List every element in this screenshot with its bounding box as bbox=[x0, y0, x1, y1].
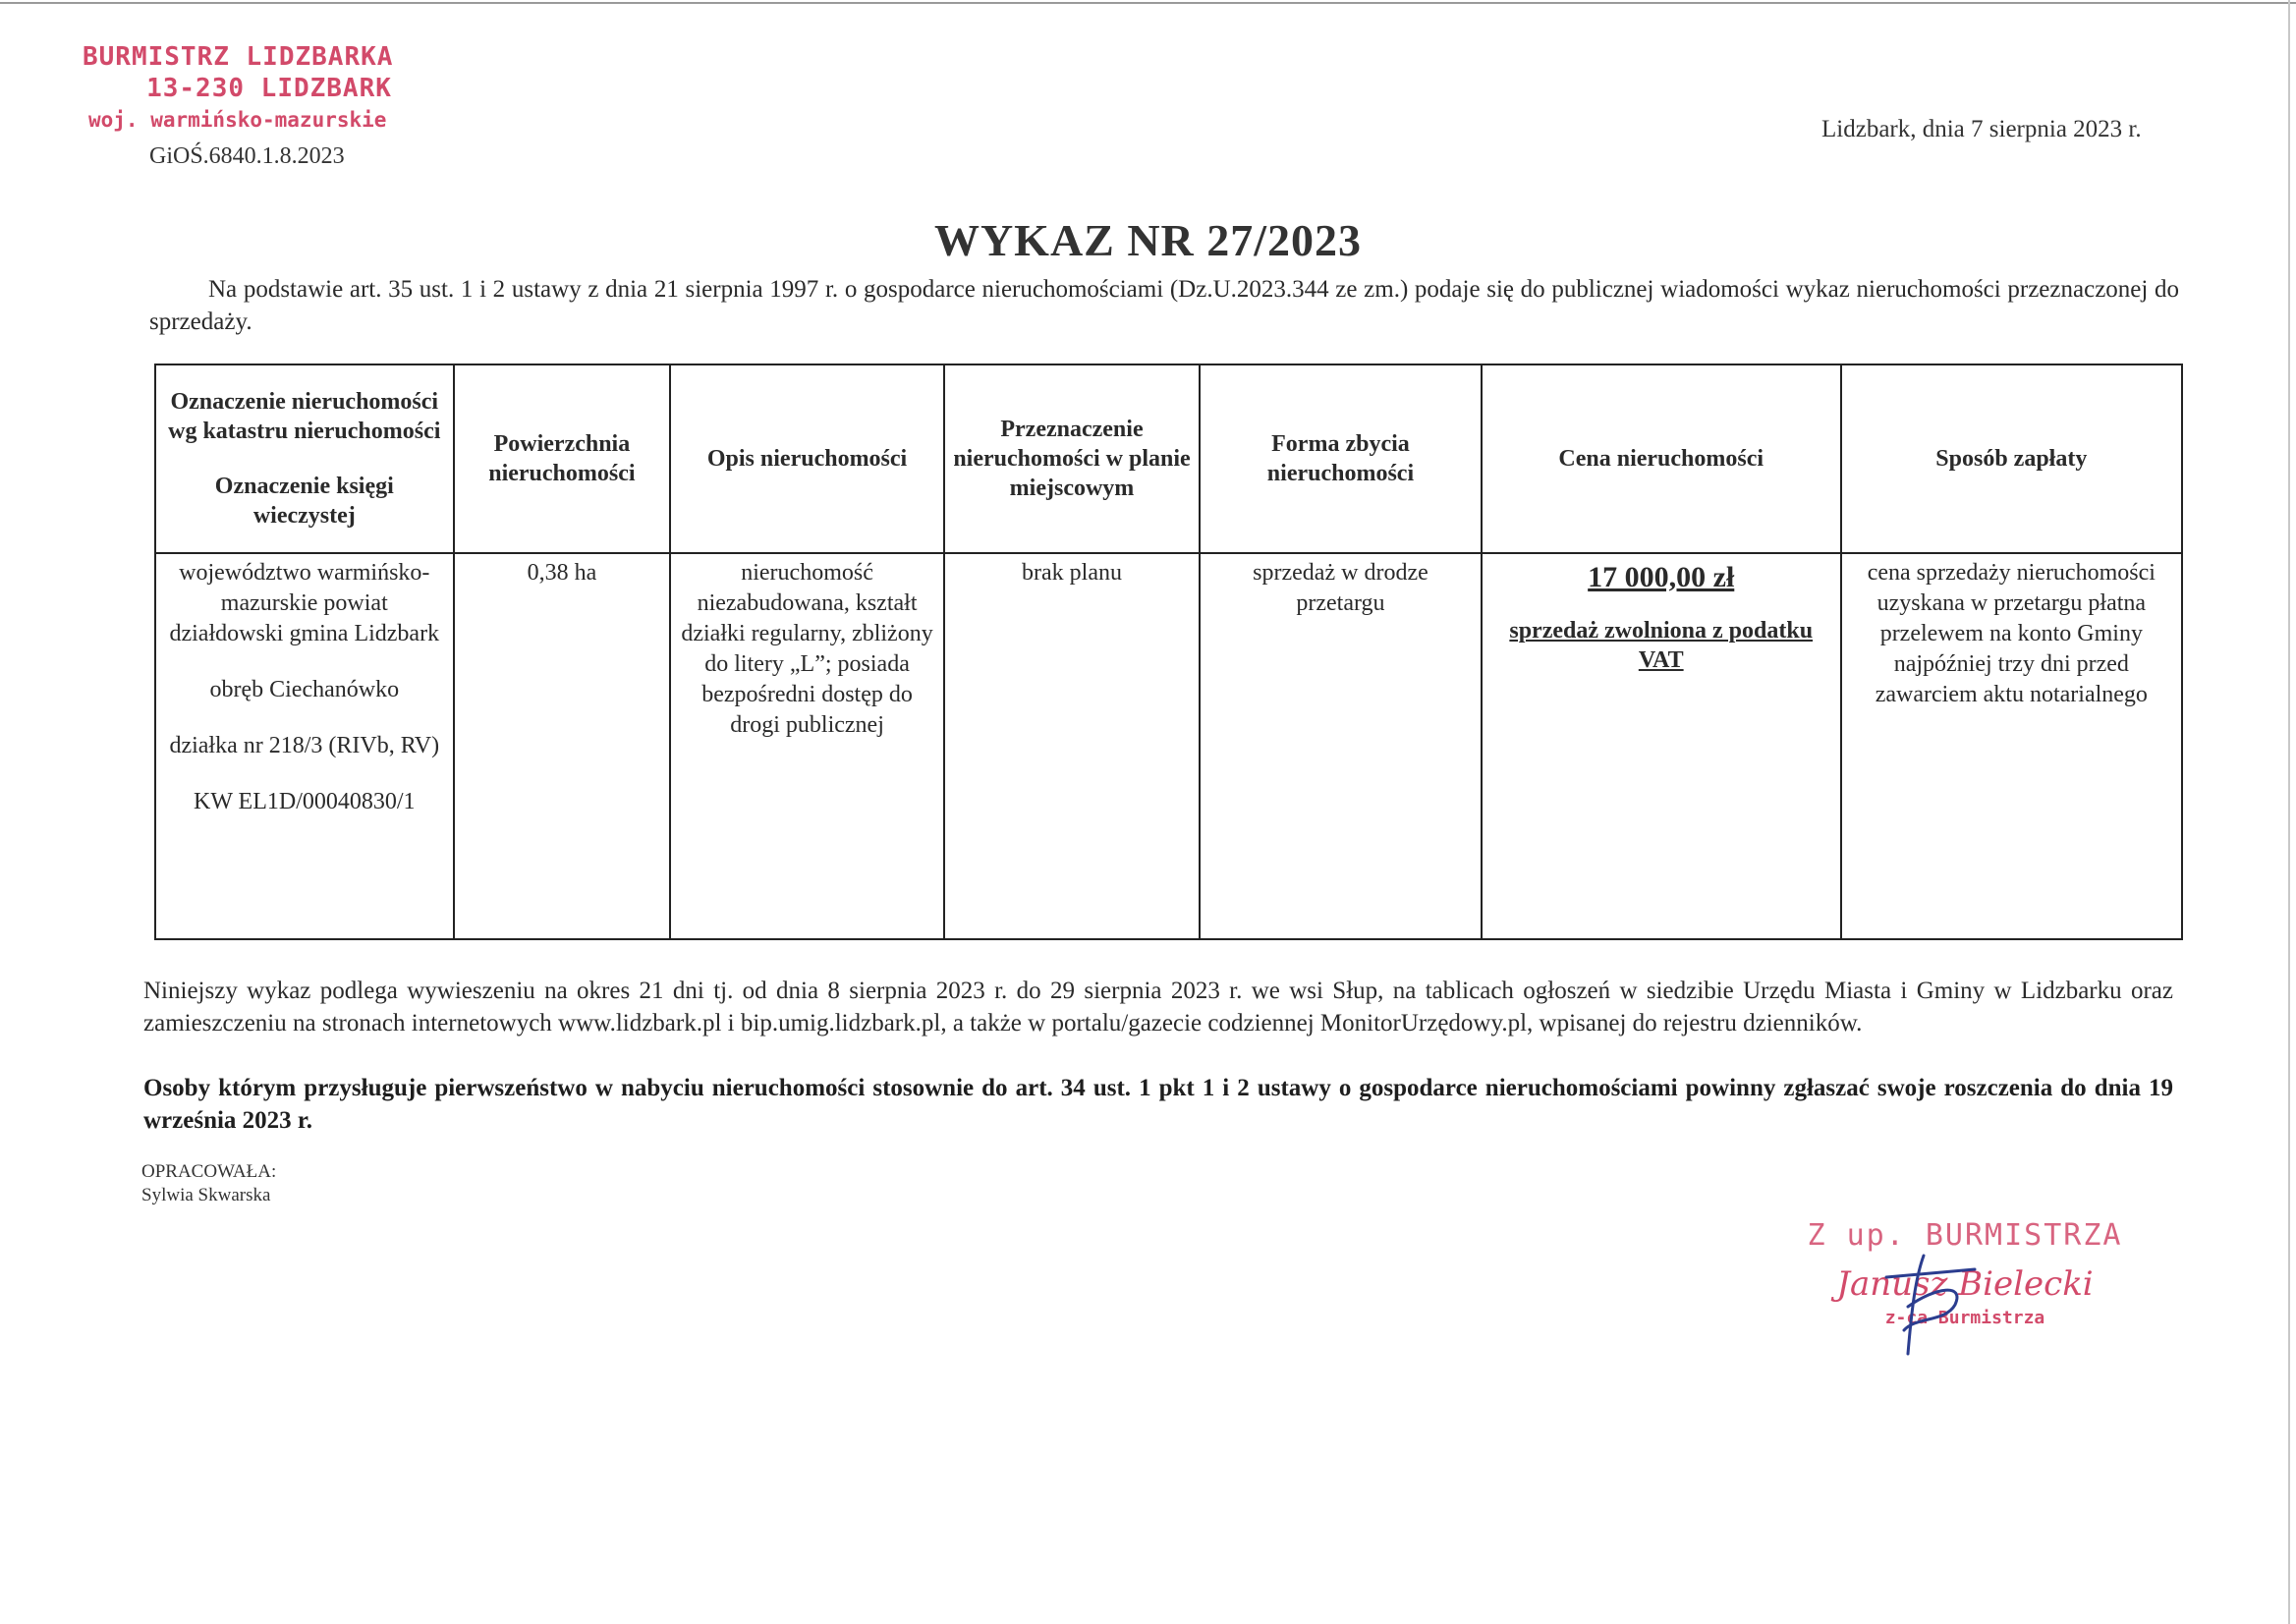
header-price: Cena nieruchomości bbox=[1482, 364, 1841, 553]
office-stamp-line: BURMISTRZ LIDZBARKA bbox=[83, 42, 394, 72]
signature-stamp-role: z-ca Burmistrza bbox=[1884, 1308, 2045, 1328]
cell-area: 0,38 ha bbox=[454, 553, 671, 939]
header-sale-form: Forma zbycia nieruchomości bbox=[1200, 364, 1482, 553]
cell-location: województwo warmińsko-mazurskie powiat działdowski gmina Lidzbark bbox=[169, 560, 440, 646]
header-payment: Sposób zapłaty bbox=[1841, 364, 2182, 553]
price-value: 17 000,00 zł bbox=[1588, 561, 1735, 593]
property-table bbox=[154, 364, 2183, 940]
document-date: Lidzbark, dnia 7 sierpnia 2023 r. bbox=[1821, 116, 2142, 142]
office-stamp-line: 13-230 LIDZBARK bbox=[146, 74, 392, 103]
header-zoning: Przeznaczenie nieruchomości w planie miejscowym bbox=[944, 364, 1200, 553]
document-title: WYKAZ NR 27/2023 bbox=[933, 215, 1363, 265]
cell-payment: cena sprzedaży nieruchomości uzyskana w przetargu płatna przelewem na konto Gminy najpóźniej trzy dni przed zawarciem aktu notarialnego bbox=[1841, 553, 2182, 939]
header-cadastre bbox=[155, 364, 454, 553]
priority-notice: Osoby którym przysługuje pierwszeństwo w nabyciu nieruchomości stosownie do art. 34 ust. 1 pkt 1 i 2 ustawy o gospodarce nieruchomościami powinny zgłaszać swoje roszczenia do dnia 19 września 2023 r. bbox=[143, 1075, 2173, 1134]
handwritten-signature bbox=[1847, 1248, 2024, 1366]
header-land-register-label: Oznaczenie księgi wieczystej bbox=[214, 474, 394, 529]
cell-precinct: obręb Ciechanówko bbox=[209, 677, 400, 702]
cell-zoning: brak planu bbox=[944, 553, 1200, 939]
signature-stamp-name: Janusz Bielecki bbox=[1836, 1264, 2094, 1304]
table-row bbox=[155, 553, 2182, 939]
prepared-by-label: OPRACOWAŁA: bbox=[141, 1161, 277, 1182]
prepared-by-name: Sylwia Skwarska bbox=[141, 1185, 271, 1205]
header-description: Opis nieruchomości bbox=[670, 364, 944, 553]
office-stamp-line: woj. warmińsko-mazurskie bbox=[88, 108, 387, 132]
signature-stamp-line: Z up. BURMISTRZA bbox=[1807, 1218, 2123, 1253]
cell-sale-form: sprzedaż w drodze przetargu bbox=[1200, 553, 1482, 939]
cell-land-register: KW EL1D/00040830/1 bbox=[194, 789, 416, 814]
posting-notice: Niniejszy wykaz podlega wywieszeniu na okres 21 dni tj. od dnia 8 sierpnia 2023 r. do 29 sierpnia 2023 r. we wsi Słup, na tablicach ogłoszeń w siedzibie Urzędu Miasta i Gminy w Lidzbarku oraz zamieszczeniu na stronach internetowych www.lidzbark.pl i bip.umig.lidzbark.pl, a także w portalu/gazecie codziennej MonitorUrzędowy.pl, wpisanej do rejestru dzienników. bbox=[143, 978, 2173, 1036]
cell-price bbox=[1482, 553, 1841, 939]
vat-note: sprzedaż zwolniona z podatku VAT bbox=[1509, 618, 1814, 673]
office-stamp bbox=[83, 41, 456, 136]
table-header-row bbox=[155, 364, 2182, 553]
header-area: Powierzchnia nieruchomości bbox=[454, 364, 671, 553]
intro-paragraph: Na podstawie art. 35 ust. 1 i 2 ustawy z dnia 21 sierpnia 1997 r. o gospodarce nieruchomościami (Dz.U.2023.344 ze zm.) podaje się do publicznej wiadomości wykaz nieruchomości przeznaczonej do sprzedaży. bbox=[149, 276, 2179, 335]
cell-cadastre bbox=[155, 553, 454, 939]
cell-plot: działka nr 218/3 (RIVb, RV) bbox=[169, 733, 440, 758]
cell-description: nieruchomość niezabudowana, kształt działki regularny, zbliżony do litery „L”; posiada bezpośredni dostęp do drogi publicznej bbox=[670, 553, 944, 939]
header-cadastre-label: Oznaczenie nieruchomości wg katastru nieruchomości bbox=[168, 389, 441, 444]
reference-number: GiOŚ.6840.1.8.2023 bbox=[149, 143, 345, 169]
scan-border-top bbox=[0, 2, 2296, 4]
